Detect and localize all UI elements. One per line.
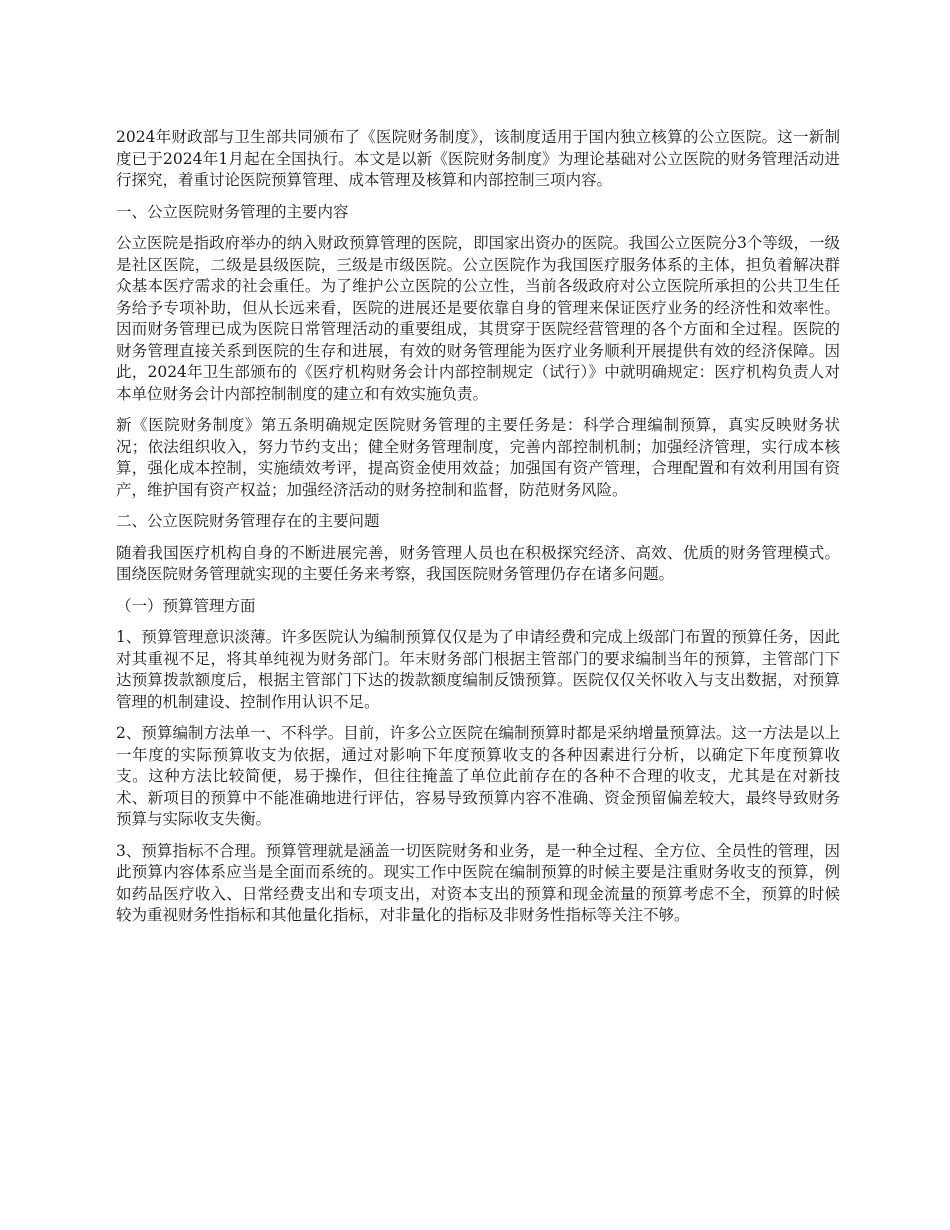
body-paragraph: 3、预算指标不合理。预算管理就是涵盖一切医院财务和业务，是一种全过程、全方位、全员性的管理，因此预算内容体系应当是全面而系统的。现实工作中医院在编制预算的时候主要是注重财务收支的预算，例如药品医疗收入、日常经费支出和专项支出，对资本支出的预算和现金流量的预算考虑不全，预算的时候较为重视财务性指标和其他量化指标，对非量化的指标及非财务性指标等关注不够。 <box>116 841 840 924</box>
body-paragraph: 随着我国医疗机构自身的不断进展完善，财务管理人员也在积极探究经济、高效、优质的财务管理模式。围绕医院财务管理就实现的主要任务来考察，我国医院财务管理仍存在诸多问题。 <box>116 543 840 583</box>
section-heading-2: 二、公立医院财务管理存在的主要问题 <box>116 512 380 530</box>
body-paragraph: 新《医院财务制度》第五条明确规定医院财务管理的主要任务是：科学合理编制预算，真实反映财务状况；依法组织收入，努力节约支出；健全财务管理制度，完善内部控制机制；加强经济管理，实行成本核算，强化成本控制，实施绩效考评，提高资金使用效益；加强国有资产管理，合理配置和有效利用国有资产，维护国有资产权益；加强经济活动的财务控制和监督，防范财务风险。 <box>116 416 840 499</box>
body-paragraph: 2、预算编制方法单一、不科学。目前，许多公立医院在编制预算时都是采纳增量预算法。这一方法是以上一年度的实际预算收支为依据，通过对影响下年度预算收支的各种因素进行分析，以确定下年度预算收支。这种方法比较简便，易于操作，但往往掩盖了单位此前存在的各种不合理的收支，尤其是在对新技术、新项目的预算中不能准确地进行评估，容易导致预算内容不准确、资金预留偏差较大，最终导致财务预算与实际收支失衡。 <box>116 724 840 828</box>
document-page <box>116 127 840 937</box>
body-paragraph: 公立医院是指政府举办的纳入财政预算管理的医院，即国家出资办的医院。我国公立医院分3个等级，一级是社区医院，二级是县级医院，三级是市级医院。公立医院作为我国医疗服务体系的主体，担负着解决群众基本医疗需求的社会重任。为了维护公立医院的公立性，当前各级政府对公立医院所承担的公共卫生任务给予专项补助，但从长远来看，医院的进展还是要依靠自身的管理来保证医疗业务的经济性和效率性。因而财务管理已成为医院日常管理活动的重要组成，其贯穿于医院经营管理的各个方面和全过程。医院的财务管理直接关系到医院的生存和进展，有效的财务管理能为医疗业务顺利开展提供有效的经济保障。因此，2024年卫生部颁布的《医疗机构财务会计内部控制规定（试行）》中就明确规定：医疗机构负责人对本单位财务会计内部控制制度的建立和有效实施负责。 <box>116 234 840 403</box>
intro-paragraph: 2024年财政部与卫生部共同颁布了《医院财务制度》，该制度适用于国内独立核算的公立医院。这一新制度已于2024年1月起在全国执行。本文是以新《医院财务制度》为理论基础对公立医院的财务管理活动进行探究，着重讨论医院预算管理、成本管理及核算和内部控制三项内容。 <box>116 128 840 189</box>
section-heading-1: 一、公立医院财务管理的主要内容 <box>116 202 349 221</box>
body-paragraph: 1、预算管理意识淡薄。许多医院认为编制预算仅仅是为了申请经费和完成上级部门布置的预算任务，因此对其重视不足，将其单纯视为财务部门。年末财务部门根据主管部门的要求编制当年的预算，主管部门下达预算拨款额度后，根据主管部门下达的拨款额度编制反馈预算。医院仅仅关怀收入与支出数据，对预算管理的机制建设、控制作用认识不足。 <box>116 628 840 711</box>
subsection-heading-budget: （一）预算管理方面 <box>116 596 256 615</box>
